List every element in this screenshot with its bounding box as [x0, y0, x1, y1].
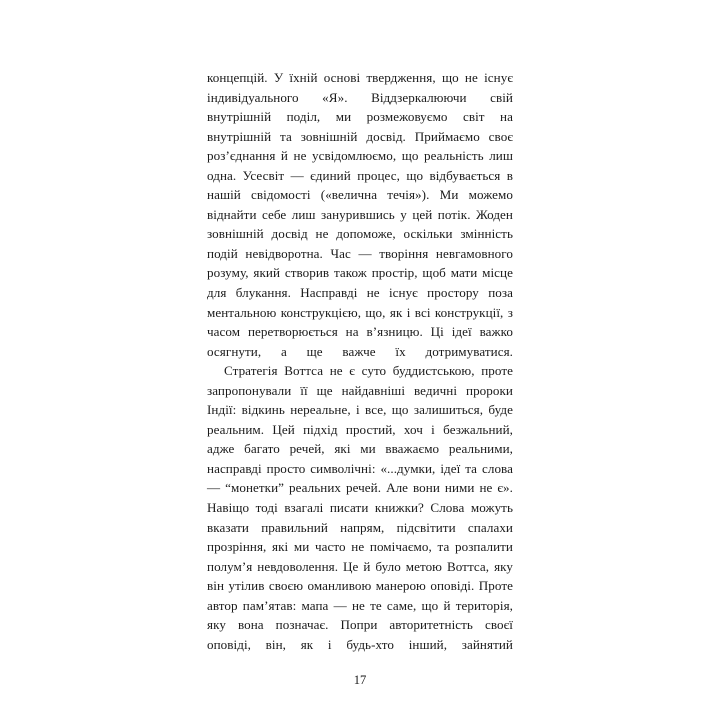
page-number: 17	[353, 673, 367, 687]
paragraph: Стратегія Воттса не є суто буддистською, проте запропонували її ще найдавніші ведичні пророки Індії: відкинь нереальне, і все, що залишиться, буде реальним. Цей підхід простий, хоч і безжальний, адже багато речей, які ми вважаємо реальними, насправді просто символічні: «...думки, ідеї та слова — “монетки” реальних речей. Але вони ними не є». Навіщо тоді взагалі писати книжки? Слова можуть вказати правильний напрям, підсвітити спалахи прозріння, які ми часто не помічаємо, та розпалити полум’я невдоволення. Це й було метою Воттса, яку він утілив своєю оманливою манерою оповіді. Проте автор пам’ятав: мапа — не те саме, що й територія, яку вона позначає. Попри авторитетність своєї оповіді, він, як і будь-хто інший, зайнятий	[207, 363, 513, 652]
page-text-block	[207, 68, 513, 654]
paragraph: концепцій. У їхній основі твердження, що не існує індивідуального «Я». Віддзеркалюючи свій внутрішній поділ, ми розмежовуємо світ на внутрішній та зовнішній досвід. Приймаємо своє роз’єднання й не усвідомлюємо, що реальність лиш одна. Усесвіт — єдиний процес, що відбувається в нашій свідомості («велична течія»). Ми можемо віднайти себе лиш занурившись у цей потік. Жоден зовнішній досвід не допоможе, оскільки змінність подій невідворотна. Час — творіння невгамовного розуму, який створив також простір, щоб мати місце для блукання. Насправді не існує простору поза ментальною конструкцією, що, як і всі конструкції, з часом перетворюється на в’язницю. Ці ідеї важко осягнути, а ще важче їх дотримуватися.	[207, 70, 513, 359]
